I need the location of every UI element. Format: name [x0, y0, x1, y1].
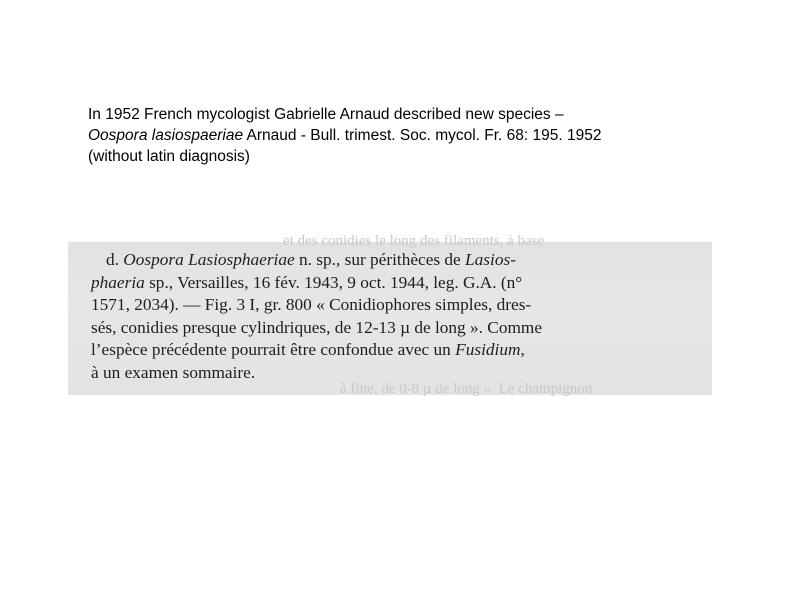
excerpt-line-5-prefix: l’espèce précédente pourrait être confondue avec un: [91, 340, 456, 359]
excerpt-line-2-rest: sp., Versailles, 16 fév. 1943, 9 oct. 1944, leg. G.A. (n°: [144, 272, 523, 292]
excerpt-line-1: [68, 249, 712, 272]
host-genus-part-1: Lasios-: [465, 250, 516, 269]
bleed-through-top: et des conidies le long des filaments, à base: [283, 233, 545, 249]
caption-line-3: (without latin diagnosis): [88, 148, 250, 165]
caption-line-1: In 1952 French mycologist Gabrielle Arnaud described new species –: [88, 106, 564, 123]
species-name: Oospora lasiospaeriae: [88, 127, 244, 144]
species-title: Oospora Lasiosphaeriae: [123, 250, 295, 269]
excerpt-line-2: [68, 272, 712, 295]
excerpt-line-3: 1571, 2034). — Fig. 3 I, gr. 800 « Conidiophores simples, dres-: [91, 295, 532, 314]
scanned-excerpt: [68, 233, 712, 397]
excerpt-line-5-suffix: ,: [520, 340, 525, 359]
host-genus-part-2: phaeria: [91, 272, 145, 292]
caption-line-2: [88, 125, 748, 146]
fusidium-genus: Fusidium: [455, 340, 521, 359]
entry-letter: d.: [106, 250, 124, 269]
excerpt-line-5: [68, 339, 712, 362]
excerpt-line-6: à un examen sommaire.: [91, 362, 256, 382]
caption-text: [88, 104, 748, 167]
excerpt-text: [68, 249, 712, 384]
excerpt-line-4: sés, conidies presque cylindriques, de 12-13 µ de long ». Comme: [91, 317, 543, 337]
bleed-through-bottom: à fine, de 0-8 µ de long ». Le champignon: [340, 381, 593, 397]
citation: Arnaud - Bull. trimest. Soc. mycol. Fr. 68: 195. 1952: [243, 127, 602, 144]
excerpt-line-1-mid: n. sp., sur périthèces de: [294, 250, 466, 269]
